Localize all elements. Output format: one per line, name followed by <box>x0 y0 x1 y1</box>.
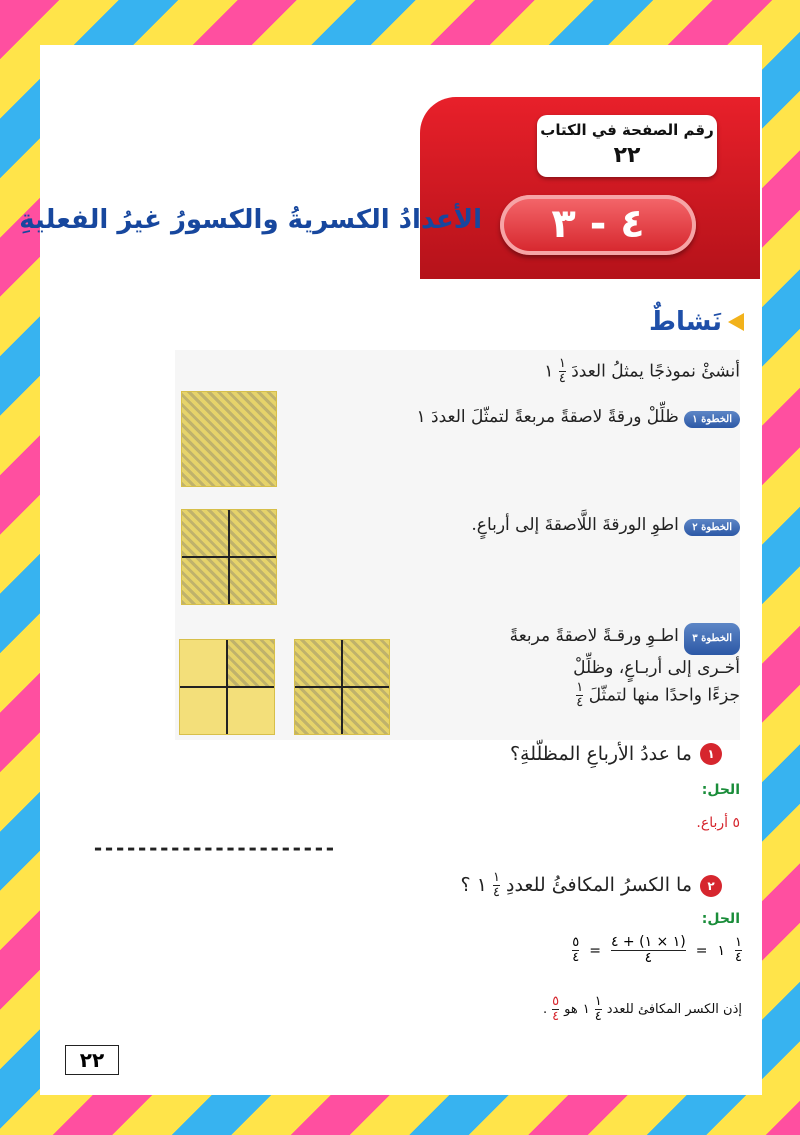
question-2 <box>461 871 722 901</box>
step-3-badge: الخطوة ٣ <box>684 623 740 655</box>
eq-equals-1: = <box>695 942 708 959</box>
page-title: الأعدادُ الكسريةُ والكسورُ غيرُ الفعليةِ <box>19 205 482 235</box>
lesson-number: ٤ - ٣ <box>551 201 645 247</box>
answer-1: ٥ أرباع. <box>696 815 740 831</box>
eq-middle-fraction: $\frac{(١ \times ١) + ٤}{٤}$ <box>610 934 686 967</box>
book-page-label: رقم الصفحة في الكتاب <box>540 121 714 139</box>
lesson-number-badge <box>500 195 696 255</box>
question-1 <box>510 743 722 765</box>
conclusion: إذن الكسر المكافئ للعدد $\frac{١}{٤}$ ١ هو $\frac{٥}{٤}$ . <box>543 994 742 1025</box>
step-2 <box>471 515 740 536</box>
whole-number: ١ <box>544 361 554 382</box>
step-3 <box>470 623 740 711</box>
page-number: ٢٢ <box>65 1045 119 1075</box>
step-3-line-3: جزءًا واحدًا منها لتمثّلَ <box>588 685 740 706</box>
worksheet-page <box>19 45 762 1095</box>
eq-result-fraction: $\frac{٥}{٤}$ <box>572 935 580 966</box>
step-1-badge: الخطوة ١ <box>684 411 740 428</box>
solution-label-1: الحل: <box>701 782 740 798</box>
eq-fraction-part: $\frac{١}{٤}$ <box>735 935 742 966</box>
step-2-text: اطوِ الورقةَ اللَّاصقةَ إلى أرباعٍ. <box>471 515 679 535</box>
question-1-number: ١ <box>700 743 722 765</box>
quarter-shaded-tile <box>179 639 275 735</box>
fraction-one-quarter: $\frac{١}{٤}$ <box>576 680 584 711</box>
book-page-box <box>537 115 717 177</box>
intro-text: أنشئْ نموذجًا يمثلُ العددَ <box>571 361 740 382</box>
activity-arrow-icon <box>728 313 744 331</box>
step-3-line-2: أخـرى إلى أربـاعٍ، وظلِّلْ <box>573 658 740 678</box>
fraction-one-quarter: $\frac{١}{٤}$ <box>558 356 566 387</box>
solution-label-2: الحل: <box>701 911 740 927</box>
conclusion-text: إذن الكسر المكافئ للعدد <box>606 1002 742 1018</box>
separator-line: ---------------------- <box>92 836 335 860</box>
conclusion-result-fraction: $\frac{٥}{٤}$ <box>552 994 560 1025</box>
conversion-equation <box>572 935 742 967</box>
eq-equals-2: = <box>589 942 601 959</box>
activity-label: نَشاطٌ <box>649 307 722 337</box>
shaded-square-tile <box>181 391 277 487</box>
question-2-number: ٢ <box>700 875 722 897</box>
step-3-line-1: اطـوِ ورقـةً لاصقةً مربعةً <box>509 626 679 646</box>
activity-intro <box>544 357 740 387</box>
question-2-text: ما الكسرُ المكافئُ للعددِ $\frac{١}{٤}$ ١ ؟ <box>460 870 692 901</box>
activity-heading <box>649 307 744 337</box>
eq-whole: ١ <box>717 942 726 959</box>
book-page-number: ٢٢ <box>613 143 641 168</box>
step-1-text: ظلِّلْ ورقةً لاصقةً مربعةً لتمثّلَ العددَ ١ <box>416 407 679 427</box>
folded-shaded-tile <box>181 509 277 605</box>
question-1-text: ما عددُ الأرباعِ المظلّلةِ؟ <box>509 743 692 765</box>
step-1 <box>416 407 740 428</box>
fully-shaded-folded-tile <box>294 639 390 735</box>
step-2-badge: الخطوة ٢ <box>684 519 740 536</box>
